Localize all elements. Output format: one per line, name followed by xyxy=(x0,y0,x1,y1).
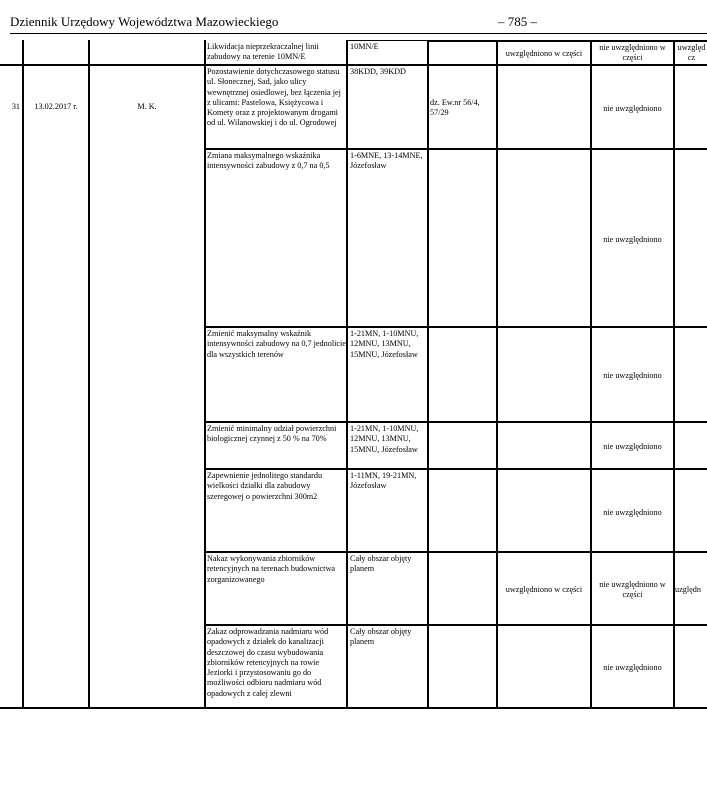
row-2-area: 1-6MNE, 13-14MNE, Józefosław xyxy=(350,151,423,171)
row-6-area: Cały obszar objęty planem xyxy=(350,554,412,574)
hline-row-d xyxy=(204,468,707,470)
row-7-decision: nie uwzględniono xyxy=(603,663,662,672)
entry-number: 31 xyxy=(11,102,20,111)
page-number: – 785 – xyxy=(498,14,537,29)
header-rule xyxy=(10,33,707,34)
row-4-area: 1-21MN, 1-10MNU, 12MNU, 13MNU, 15MNU, Józefosław xyxy=(350,424,419,454)
row-5-decision: nie uwzględniono xyxy=(603,508,662,517)
row-1-description: Pozostawienie dotychczasowego statusu ul. Słonecznej, Sad, jako ulicy wewnętrznej osiedlowej, bez łączenia jej z ulicami: Pastelowa, Księżycowa i Komety oraz z projektowanym drogami od ul. Wilanowskiej i do ul. Ogrodowej xyxy=(207,67,341,128)
hline-row-b xyxy=(204,326,707,328)
hline-row-f xyxy=(204,624,707,626)
row-1-parcel: dz. Ew.nr 56/4, 57/29 xyxy=(430,98,480,118)
row-7-area: Cały obszar objęty planem xyxy=(350,627,412,647)
vline-left xyxy=(22,40,24,709)
row-4-decision: nie uwzględniono xyxy=(603,442,662,451)
top-row-area: 10MN/E xyxy=(350,42,379,51)
vline-description xyxy=(346,40,348,709)
row-5-description: Zapewnienie jednolitego standardu wielkości działki dla zabudowy szeregowej o powierzchni 300m2 xyxy=(207,471,323,501)
row-6-col8: uzględn xyxy=(675,585,701,594)
row-5-area: 1-11MN, 19-21MN, Józefosław xyxy=(350,471,417,491)
entry-submitter: M. K. xyxy=(137,102,157,111)
row-1-decision: nie uwzględniono xyxy=(603,104,662,113)
hline-entry-bottom xyxy=(0,707,707,709)
top-row-col6: uwzględniono w części xyxy=(505,49,583,58)
top-row-col7: nie uwzględniono w części xyxy=(599,43,666,63)
vline-parcel xyxy=(496,40,498,709)
row-7-description: Zakaz odprowadzania nadmiaru wód opadowych z działek do kanalizacji deszczowej do czasu wybudowania zbiorników retencyjnych na rowie Jeziorki i przystosowaniu go do możliwości odbioru nadmiaru wód opadowych z całej zlewni xyxy=(207,627,329,698)
top-row-col8: uwzględ cz xyxy=(677,43,706,63)
row-1-area: 38KDD, 39KDD xyxy=(350,67,406,76)
row-6-decision: nie uwzględniono w części xyxy=(599,580,666,600)
row-6-col6: uwzględniono w części xyxy=(505,585,583,594)
row-2-description: Zmiana maksymalnego wskaźnika intensywności zabudowy z 0,7 na 0,5 xyxy=(207,151,330,171)
hline-row-c xyxy=(204,421,707,423)
hline-top-inner-left xyxy=(346,40,428,41)
row-3-description: Zmienić maksymalny wskaźnik intensywności zabudowy na 0,7 jednolicie dla wszystkich terenów xyxy=(207,329,346,359)
hline-row-a xyxy=(204,148,707,150)
entry-date: 13.02.2017 r. xyxy=(34,102,78,111)
row-3-decision: nie uwzględniono xyxy=(603,371,662,380)
top-row-description: Likwidacja nieprzekraczalnej linii zabudowy na terenie 10MN/E xyxy=(207,42,319,62)
hline-top-inner xyxy=(427,40,707,42)
vline-area xyxy=(427,40,429,709)
journal-title: Dziennik Urzędowy Województwa Mazowieckiego xyxy=(10,14,279,29)
vline-col7 xyxy=(673,40,675,709)
row-6-description: Nakaz wykonywania zbiorników retencyjnych na terenach budownictwa zorganizowanego xyxy=(207,554,335,584)
row-3-area: 1-21MN, 1-10MNU, 12MNU, 13MNU, 15MNU, Józefosław xyxy=(350,329,419,359)
hline-row-e xyxy=(204,551,707,553)
row-4-description: Zmienić minimalny udział powierzchni biologicznej czynnej z 50 % na 70% xyxy=(207,424,337,444)
row-2-decision: nie uwzględniono xyxy=(603,235,662,244)
hline-entry-top xyxy=(0,64,707,66)
vline-date xyxy=(88,40,90,709)
